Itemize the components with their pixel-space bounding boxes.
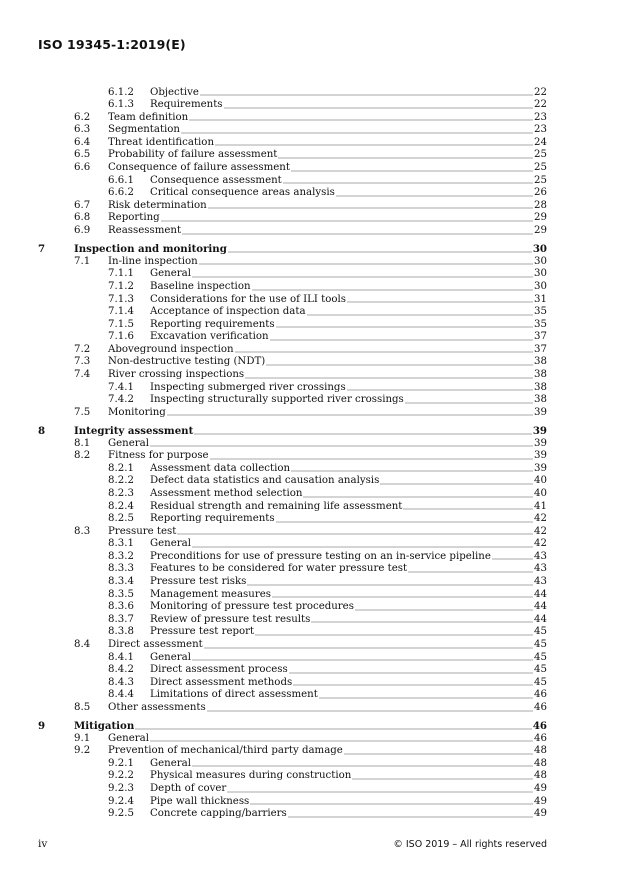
toc-entry[interactable] (0, 369, 620, 382)
toc-entry-number: 8.4 (74, 639, 91, 651)
toc-entry-page: 42 (534, 513, 547, 525)
toc-entry[interactable] (0, 112, 620, 125)
toc-entry-number: 7.5 (74, 406, 91, 418)
document-header: ISO 19345-1:2019(E) (38, 37, 186, 52)
dot-leader (293, 684, 533, 686)
toc-entry-number: 6.4 (74, 136, 91, 148)
toc-entry-number: 7.1.1 (108, 268, 134, 280)
toc-entry[interactable] (0, 281, 620, 294)
toc-entry-title: Consequence of failure assessment (108, 162, 290, 174)
toc-entry-number: 6.6 (74, 162, 91, 174)
toc-entry-number: 6.7 (74, 199, 91, 211)
toc-entry-number: 8.2 (74, 450, 91, 462)
toc-entry[interactable] (0, 425, 620, 438)
toc-entry-number: 9.2.1 (108, 757, 134, 769)
toc-entry-number: 8.2.5 (108, 513, 134, 525)
toc-entry[interactable] (0, 513, 620, 526)
toc-entry-number: 8.4.2 (108, 664, 134, 676)
toc-entry-number: 8.3.6 (108, 601, 134, 613)
toc-entry[interactable] (0, 576, 620, 589)
dot-leader (250, 803, 533, 805)
toc-entry-title: Acceptance of inspection data (150, 306, 306, 318)
toc-entry-title: Physical measures during construction (150, 770, 352, 782)
toc-entry[interactable] (0, 551, 620, 564)
toc-entry-number: 9 (38, 720, 46, 733)
toc-entry-number: 8.3.1 (108, 538, 134, 550)
toc-entry[interactable] (0, 382, 620, 395)
dot-leader (403, 508, 533, 510)
toc-entry-page: 24 (534, 136, 547, 148)
toc-entry-page: 44 (534, 613, 547, 625)
toc-entry-title: Critical consequence areas analysis (150, 187, 335, 199)
toc-entry-number: 7.1.2 (108, 280, 134, 292)
toc-entry-number: 8.2.1 (108, 462, 134, 474)
dot-leader (291, 170, 533, 172)
toc-entry-title: Inspecting submerged river crossings (150, 381, 346, 393)
dot-leader (288, 816, 533, 818)
toc-entry-title: Consequence assessment (150, 174, 282, 186)
toc-entry-title: Reporting (108, 212, 160, 224)
dot-leader (150, 445, 533, 447)
toc-entry-page: 49 (534, 795, 547, 807)
dot-leader (408, 571, 533, 573)
toc-entry-page: 43 (534, 576, 547, 588)
toc-entry-page: 46 (534, 702, 547, 713)
toc-entry-page: 38 (534, 394, 547, 406)
toc-entry-number: 8 (38, 424, 46, 437)
toc-entry-title: Fitness for purpose (108, 450, 209, 462)
toc-entry[interactable] (0, 137, 620, 150)
toc-entry[interactable] (0, 758, 620, 771)
toc-entry-title: Assessment method selection (150, 487, 303, 499)
toc-entry-title: Probability of failure assessment (108, 149, 278, 161)
toc-entry[interactable] (0, 225, 620, 238)
toc-entry-title: Reporting requirements (150, 318, 275, 330)
toc-entry-number: 7.4.1 (108, 381, 134, 393)
dot-leader (227, 791, 533, 793)
toc-entry-page: 30 (534, 255, 547, 267)
toc-entry-page: 39 (534, 437, 547, 449)
toc-entry[interactable] (0, 501, 620, 514)
toc-entry-number: 7.1.5 (108, 318, 134, 330)
toc-entry-page: 23 (534, 124, 547, 136)
toc-entry-number: 9.2.4 (108, 795, 134, 807)
toc-entry-number: 7.1 (74, 255, 91, 267)
dot-leader (199, 263, 533, 265)
toc-entry-title: Prevention of mechanical/third party damage (108, 745, 343, 757)
toc-entry-page: 39 (534, 462, 547, 474)
toc-entry-page: 26 (534, 187, 547, 199)
toc-entry[interactable] (0, 475, 620, 488)
toc-entry-title: River crossing inspections (108, 369, 245, 381)
dot-leader (311, 621, 533, 623)
toc-entry[interactable] (0, 639, 620, 652)
toc-entry[interactable] (0, 200, 620, 213)
toc-entry[interactable] (0, 538, 620, 551)
toc-entry-number: 6.6.1 (108, 174, 134, 186)
toc-entry-title: Excavation verification (150, 331, 269, 343)
dot-leader (352, 778, 533, 780)
toc-entry-title: Requirements (150, 99, 223, 111)
toc-entry-page: 37 (534, 331, 547, 343)
toc-entry[interactable] (0, 463, 620, 476)
dot-leader (276, 521, 533, 523)
toc-entry-page: 39 (534, 406, 547, 418)
toc-entry-number: 8.5 (74, 702, 91, 713)
toc-entry-title: Objective (150, 86, 199, 98)
dot-leader (194, 433, 532, 435)
dot-leader (247, 584, 533, 586)
toc-entry-page: 43 (534, 563, 547, 575)
toc-entry[interactable] (0, 601, 620, 614)
toc-entry-page: 45 (534, 676, 547, 688)
toc-entry[interactable] (0, 745, 620, 758)
toc-entry[interactable] (0, 306, 620, 319)
toc-entry-number: 7.1.4 (108, 306, 134, 318)
toc-entry-number: 8.3.4 (108, 576, 134, 588)
toc-entry-number: 6.6.2 (108, 187, 134, 199)
dot-leader (208, 207, 533, 209)
toc-entry-title: Direct assessment (108, 639, 203, 651)
toc-entry-number: 6.8 (74, 212, 91, 224)
toc-entry-title: Direct assessment methods (150, 676, 293, 688)
toc-entry-title: Direct assessment process (150, 664, 288, 676)
toc-entry-page: 44 (534, 601, 547, 613)
toc-entry-page: 25 (534, 149, 547, 161)
toc-entry-page: 35 (534, 318, 547, 330)
toc-entry-page: 28 (534, 199, 547, 211)
toc-entry-number: 8.3 (74, 525, 91, 537)
toc-entry-title: Baseline inspection (150, 280, 251, 292)
dot-leader (252, 289, 534, 291)
toc-entry[interactable] (0, 243, 620, 256)
dot-leader (215, 144, 533, 146)
toc-entry-title: Team definition (108, 111, 189, 123)
toc-entry-page: 22 (534, 99, 547, 111)
toc-entry-title: Inspection and monitoring (74, 243, 227, 256)
toc-entry[interactable] (0, 87, 620, 100)
toc-entry-title: Preconditions for use of pressure testing on an in-service pipeline (150, 550, 491, 562)
toc-entry[interactable] (0, 652, 620, 665)
dot-leader (492, 558, 533, 560)
toc-entry-page: 45 (534, 626, 547, 638)
toc-entry[interactable] (0, 488, 620, 501)
toc-entry-title: Defect data statistics and causation analysis (150, 475, 380, 487)
dot-leader (207, 710, 533, 712)
dot-leader (167, 414, 533, 416)
toc-entry-title: Integrity assessment (74, 424, 194, 437)
dot-leader (192, 276, 533, 278)
dot-leader (255, 634, 533, 636)
toc-entry-number: 8.3.2 (108, 550, 134, 562)
dot-leader (192, 765, 533, 767)
toc-entry-page: 41 (534, 500, 547, 512)
toc-entry[interactable] (0, 677, 620, 690)
dot-leader (224, 107, 534, 109)
toc-entry[interactable] (0, 450, 620, 463)
toc-entry-title: Features to be considered for water pressure test (150, 563, 408, 575)
toc-entry-number: 6.3 (74, 124, 91, 136)
toc-entry-page: 30 (532, 243, 547, 256)
dot-leader (192, 546, 533, 548)
toc-entry-title: Aboveground inspection (108, 343, 234, 355)
dot-leader (245, 377, 533, 379)
toc-entry[interactable] (0, 689, 620, 702)
dot-leader (380, 483, 533, 485)
toc-entry-number: 6.1.2 (108, 86, 134, 98)
toc-entry-page: 43 (534, 550, 547, 562)
toc-entry-title: Risk determination (108, 199, 207, 211)
toc-entry[interactable] (0, 212, 620, 225)
toc-entry-page: 45 (534, 639, 547, 651)
toc-entry[interactable] (0, 124, 620, 137)
toc-entry[interactable] (0, 331, 620, 344)
toc-entry-number: 6.5 (74, 149, 91, 161)
toc-entry[interactable] (0, 344, 620, 357)
toc-entry-page: 44 (534, 588, 547, 600)
toc-entry-number: 8.3.7 (108, 613, 134, 625)
toc-entry[interactable] (0, 626, 620, 639)
dot-leader (283, 182, 533, 184)
toc-entry-page: 30 (534, 268, 547, 280)
toc-entry-title: Mitigation (74, 720, 135, 733)
toc-entry-page: 48 (534, 745, 547, 757)
toc-entry[interactable] (0, 733, 620, 746)
toc-entry-number: 9.2.3 (108, 783, 134, 795)
toc-entry-title: General (150, 651, 191, 663)
toc-entry-page: 25 (534, 174, 547, 186)
toc-entry[interactable] (0, 783, 620, 796)
dot-leader (289, 672, 533, 674)
dot-leader (177, 533, 533, 535)
dot-leader (182, 233, 533, 235)
toc-entry[interactable] (0, 664, 620, 677)
toc-entry-title: Monitoring (108, 406, 166, 418)
toc-entry-page: 30 (534, 280, 547, 292)
dot-leader (200, 94, 533, 96)
toc-entry-title: Pressure test (108, 525, 177, 537)
toc-entry-title: Limitations of direct assessment (150, 689, 318, 701)
toc-entry-page: 23 (534, 111, 547, 123)
dot-leader (266, 364, 533, 366)
toc-entry-number: 8.3.5 (108, 588, 134, 600)
toc-entry[interactable] (0, 614, 620, 627)
toc-entry-number: 7.3 (74, 356, 91, 368)
toc-entry-page: 37 (534, 343, 547, 355)
toc-entry[interactable] (0, 796, 620, 809)
dot-leader (355, 609, 533, 611)
dot-leader (189, 119, 533, 121)
toc-entry-title: Inspecting structurally supported river crossings (150, 394, 404, 406)
toc-entry-page: 29 (534, 212, 547, 224)
toc-entry-page: 49 (534, 808, 547, 820)
dot-leader (135, 728, 532, 730)
dot-leader (307, 314, 534, 316)
toc-entry-number: 9.2 (74, 745, 91, 757)
dot-leader (336, 195, 533, 197)
toc-entry-page: 46 (534, 732, 547, 744)
toc-entry-number: 8.1 (74, 437, 91, 449)
toc-entry-title: Pressure test report (150, 626, 255, 638)
toc-entry[interactable] (0, 99, 620, 112)
dot-leader (204, 647, 533, 649)
toc-entry-title: General (150, 268, 191, 280)
toc-entry-page: 31 (534, 293, 547, 305)
toc-entry-page: 40 (534, 487, 547, 499)
toc-entry-number: 7.1.3 (108, 293, 134, 305)
table-of-contents (0, 87, 620, 821)
toc-entry[interactable] (0, 175, 620, 188)
toc-entry[interactable] (0, 187, 620, 200)
toc-entry-title: Pressure test risks (150, 576, 247, 588)
toc-entry[interactable] (0, 162, 620, 175)
toc-entry[interactable] (0, 256, 620, 269)
toc-entry-number: 8.4.4 (108, 689, 134, 701)
toc-entry-title: Residual strength and remaining life assessment (150, 500, 403, 512)
toc-entry-number: 8.4.1 (108, 651, 134, 663)
toc-entry-title: Management measures (150, 588, 271, 600)
toc-entry-page: 38 (534, 356, 547, 368)
toc-entry-number: 7 (38, 243, 46, 256)
toc-entry[interactable] (0, 770, 620, 783)
toc-entry-title: Other assessments (108, 702, 206, 713)
toc-entry-page: 39 (534, 450, 547, 462)
toc-entry[interactable] (0, 563, 620, 576)
toc-entry-title: Pipe wall thickness (150, 795, 250, 807)
dot-leader (347, 301, 533, 303)
dot-leader (181, 132, 533, 134)
toc-entry-title: Monitoring of pressure test procedures (150, 601, 354, 613)
toc-entry-page: 29 (534, 225, 547, 237)
toc-entry-title: Concrete capping/barriers (150, 808, 287, 820)
toc-entry-number: 8.2.2 (108, 475, 134, 487)
toc-entry-title: Review of pressure test results (150, 613, 311, 625)
toc-entry-title: Depth of cover (150, 783, 227, 795)
toc-entry[interactable] (0, 702, 620, 715)
toc-entry-page: 25 (534, 162, 547, 174)
toc-entry-number: 6.9 (74, 225, 91, 237)
dot-leader (210, 458, 533, 460)
dot-leader (161, 220, 533, 222)
dot-leader (192, 659, 533, 661)
toc-entry-page: 38 (534, 369, 547, 381)
toc-entry[interactable] (0, 407, 620, 420)
toc-entry-title: Segmentation (108, 124, 180, 136)
toc-entry-page: 48 (534, 770, 547, 782)
toc-entry[interactable] (0, 394, 620, 407)
toc-entry-title: Threat identification (108, 136, 215, 148)
toc-entry-page: 35 (534, 306, 547, 318)
toc-entry[interactable] (0, 294, 620, 307)
toc-entry-page: 38 (534, 381, 547, 393)
toc-entry-title: Assessment data collection (150, 462, 291, 474)
dot-leader (319, 697, 533, 699)
dot-leader (235, 351, 533, 353)
copyright-notice: © ISO 2019 – All rights reserved (393, 839, 547, 850)
dot-leader (347, 389, 533, 391)
toc-entry-page: 49 (534, 783, 547, 795)
toc-entry[interactable] (0, 526, 620, 539)
page-number: iv (38, 838, 48, 850)
toc-entry-page: 46 (532, 720, 547, 733)
dot-leader (303, 496, 533, 498)
toc-entry-number: 8.2.3 (108, 487, 134, 499)
dot-leader (278, 157, 533, 159)
dot-leader (276, 326, 533, 328)
toc-entry[interactable] (0, 356, 620, 369)
dot-leader (150, 740, 533, 742)
toc-entry-page: 39 (532, 424, 547, 437)
toc-entry-number: 8.3.3 (108, 563, 134, 575)
toc-entry-title: General (108, 437, 149, 449)
toc-entry-title: General (108, 732, 149, 744)
toc-entry[interactable] (0, 319, 620, 332)
toc-entry-number: 8.3.8 (108, 626, 134, 638)
toc-entry-number: 6.2 (74, 111, 91, 123)
toc-entry-title: Reporting requirements (150, 513, 275, 525)
dot-leader (272, 596, 533, 598)
toc-entry-title: Considerations for the use of ILI tools (150, 293, 347, 305)
toc-entry-page: 46 (534, 689, 547, 701)
toc-entry-number: 7.1.6 (108, 331, 134, 343)
toc-entry-number: 7.4.2 (108, 394, 134, 406)
toc-entry-page: 42 (534, 538, 547, 550)
toc-entry-title: Non-destructive testing (NDT) (108, 356, 266, 368)
toc-entry-number: 9.2.5 (108, 808, 134, 820)
dot-leader (291, 470, 533, 472)
toc-entry[interactable] (0, 720, 620, 733)
toc-entry-number: 9.2.2 (108, 770, 134, 782)
dot-leader (344, 753, 533, 755)
toc-entry-page: 42 (534, 525, 547, 537)
toc-entry-title: Reassessment (108, 225, 182, 237)
toc-entry-number: 7.2 (74, 343, 91, 355)
toc-entry[interactable] (0, 149, 620, 162)
dot-leader (405, 402, 533, 404)
dot-leader (270, 339, 533, 341)
toc-entry[interactable] (0, 808, 620, 821)
toc-entry[interactable] (0, 589, 620, 602)
toc-entry-title: General (150, 538, 191, 550)
toc-entry-number: 8.2.4 (108, 500, 134, 512)
toc-entry-page: 48 (534, 757, 547, 769)
toc-entry-page: 45 (534, 664, 547, 676)
toc-entry-number: 9.1 (74, 732, 91, 744)
dot-leader (228, 251, 532, 253)
toc-entry-page: 40 (534, 475, 547, 487)
toc-entry-page: 45 (534, 651, 547, 663)
toc-entry-title: General (150, 757, 191, 769)
toc-entry-number: 8.4.3 (108, 676, 134, 688)
toc-entry-page: 22 (534, 86, 547, 98)
toc-entry[interactable] (0, 268, 620, 281)
toc-entry-number: 6.1.3 (108, 99, 134, 111)
toc-entry-title: In-line inspection (108, 255, 198, 267)
toc-entry[interactable] (0, 438, 620, 451)
toc-entry-number: 7.4 (74, 369, 91, 381)
